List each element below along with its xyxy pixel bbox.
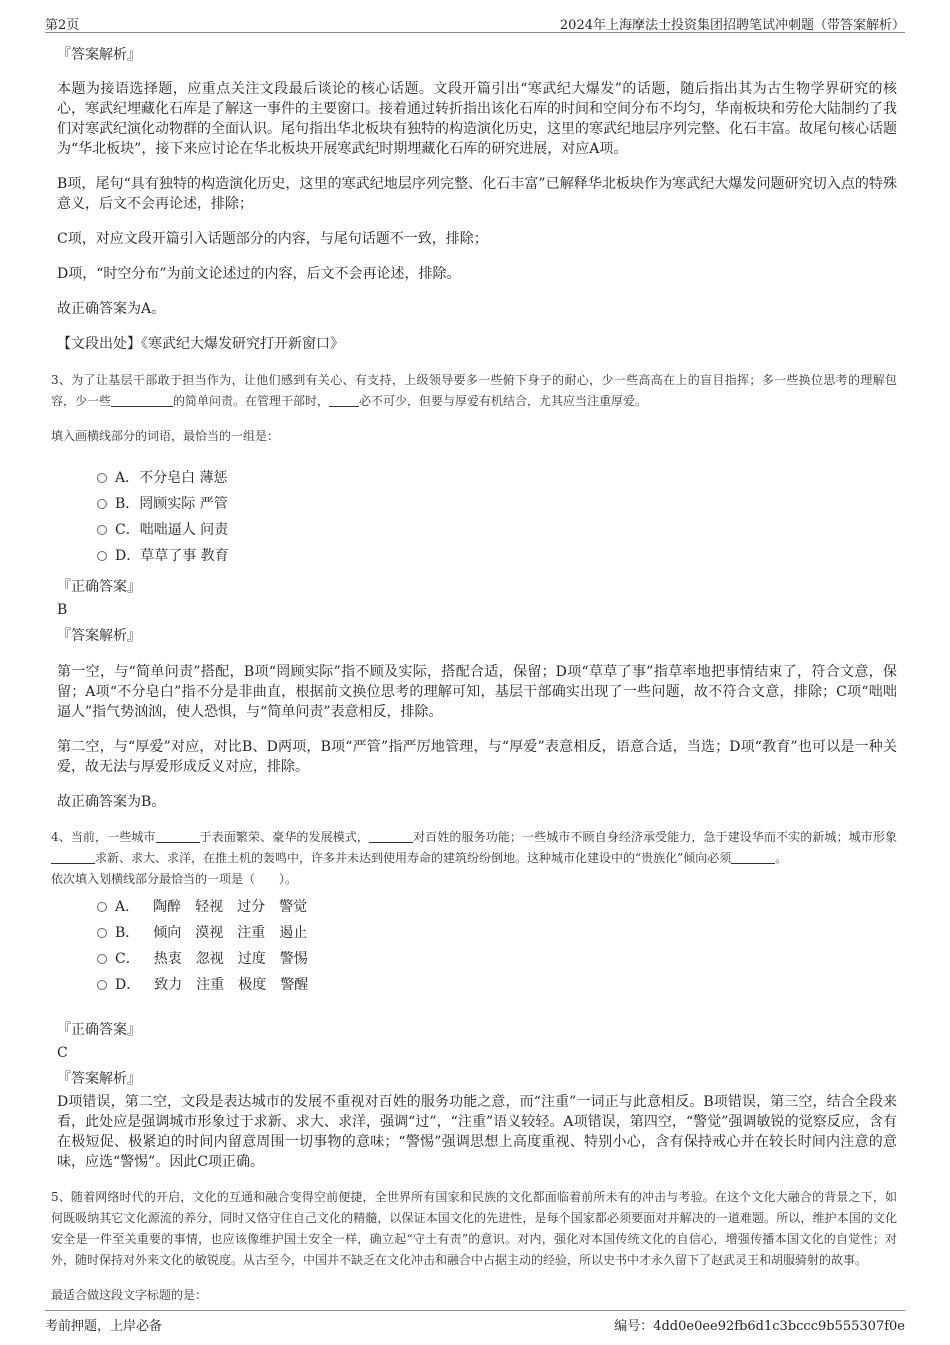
document-code: 编号：4dd0e0ee92fb6d1c3bccc9b555307f0e: [614, 1319, 905, 1334]
q3-option-b[interactable]: B．罔顾实际 严管: [97, 491, 897, 517]
radio-button[interactable]: [97, 499, 107, 509]
q2-analysis-p3: C项，对应文段开篇引入话题部分的内容，与尾句话题不一致，排除；: [57, 231, 488, 247]
radio-button[interactable]: [97, 473, 107, 483]
q4-answer: C: [57, 1045, 68, 1061]
q2-analysis-p5: 故正确答案为A。: [57, 301, 166, 317]
radio-button[interactable]: [97, 954, 107, 964]
q4-options: [97, 894, 897, 998]
blank: [51, 849, 95, 864]
q5-stem: 5、随着网络时代的开启，文化的互通和融合变得空前便捷，全世界所有国家和民族的文化都面临着前所未有的冲击与考验。在这个文化大融合的背景之下，如何既吸纳其它文化源流的养分，同时又恪守住自己文化的精髓，以保证本国文化的先进性，是每个国家都必须要面对并解决的一道难题。所以，维护本国的文化安全是一件至关重要的事情，也应该像维护国土安全一样，确立起“守土有责”的意识。对内，强化对本国传统文化的自信心，增强传播本国文化的自觉性；对外，随时保持对外来文化的敏锐度。从古至今，中国并不缺乏在文化冲击和融合中占据主动的经验，所以史书中才永久留下了赵武灵王和胡服骑射的故事。: [51, 1190, 897, 1267]
correct-answer-label: 『正确答案』: [57, 1022, 141, 1038]
q2-analysis-p4: D项，“时空分布”为前文论述过的内容，后文不会再论述，排除。: [57, 266, 461, 282]
blank: [369, 828, 413, 843]
radio-button[interactable]: [97, 980, 107, 990]
blank: [329, 392, 359, 407]
q2-source: 【文段出处】《寒武纪大爆发研究打开新窗口》: [57, 336, 344, 352]
blank: [156, 828, 200, 843]
q3-analysis-p3: 故正确答案为B。: [57, 794, 166, 810]
page-header: [45, 12, 905, 33]
q4-option-c[interactable]: C． 热衷 忽视 过度 警惕: [97, 946, 897, 972]
q4-stem: 4、当前，一些城市 于表面繁荣、豪华的发展模式， 对百姓的服务功能；一些城市不顾自身经济承受能力，急于建设华而不实的新城；城市形象求新、求大、求洋，在推土机的轰鸣中，许多并未达到使用寿命的建筑纷纷倒地。这种城市化建设中的“贵族化”倾向必须 。: [51, 830, 897, 865]
q3-answer: B: [57, 602, 68, 618]
q4-option-d[interactable]: D． 致力 注重 极度 警醒: [97, 972, 897, 998]
radio-button[interactable]: [97, 902, 107, 912]
q4-option-b[interactable]: B． 倾向 漠视 注重 遏止: [97, 920, 897, 946]
q4-prompt: 依次填入划横线部分最恰当的一项是（ ）。: [51, 872, 298, 886]
q5-prompt: 最适合做这段文字标题的是：: [51, 1288, 208, 1302]
blank: [731, 849, 775, 864]
analysis-label: 『答案解析』: [57, 628, 141, 644]
radio-button[interactable]: [97, 928, 107, 938]
q2-analysis-p1: 本题为接语选择题，应重点关注文段最后谈论的核心话题。文段开篇引出“寒武纪大爆发”的话题，随后指出其为古生物学界研究的核心，寒武纪埋藏化石库是了解这一事件的主要窗口。接着通过转折指出该化石库的时间和空间分布不均匀，华南板块和劳伦大陆制约了我们对寒武纪演化动物群的全面认识。尾句指出华北板块有独特的构造演化历史，这里的寒武纪地层序列完整、化石丰富。故尾句核心话题为“华北板块”，接下来应讨论在华北板块开展寒武纪时期埋藏化石库的研究进展，对应A项。: [57, 81, 897, 157]
q4-analysis: D项错误，第二空，文段是表达城市的发展不重视对百姓的服务功能之意，而“注重”一词正与此意相反。B项错误，第三空，结合全段来看，此处应是强调城市形象过于求新、求大、求洋，强调“过”，“注重”语义较轻。A项错误，第四空，“警觉”强调敏锐的觉察反应，含有在极短促、极紧迫的时间内留意周围一切事物的意味；“警惕”强调思想上高度重视、特别小心，含有保持戒心并在较长时间内注意的意味，应选“警惕”。因此C项正确。: [57, 1094, 897, 1170]
footer-slogan: 考前押题，上岸必备: [45, 1319, 163, 1334]
page-footer: [45, 1310, 905, 1333]
analysis-label: 『答案解析』: [57, 1071, 141, 1087]
correct-answer-label: 『正确答案』: [57, 579, 141, 595]
page-number: 第2页: [45, 18, 80, 33]
q3-analysis-p1: 第一空，与“简单问责”搭配，B项“罔顾实际”指不顾及实际，搭配合适，保留；D项“草草了事”指草率地把事情结束了，符合文意，保留；A项“不分皂白”指不分是非曲直，根据前文换位思考的理解可知，基层干部确实出现了一些问题，故不符合文意，排除；C项“咄咄逼人”指气势汹汹，使人恐惧，与“简单问责”表意相反，排除。: [57, 664, 897, 720]
analysis-label: 『答案解析』: [57, 47, 141, 63]
q2-analysis-p2: B项，尾句“具有独特的构造演化历史，这里的寒武纪地层序列完整、化石丰富”已解释华北板块作为寒武纪大爆发问题研究切入点的特殊意义，后文不会再论述，排除；: [57, 176, 897, 212]
q3-prompt: 填入画横线部分的词语，最恰当的一组是：: [51, 429, 280, 443]
q3-options: [97, 465, 897, 569]
q3-option-c[interactable]: C．咄咄逼人 问责: [97, 517, 897, 543]
document-title: 2024年上海摩法士投资集团招聘笔试冲刺题（带答案解析）: [559, 18, 905, 33]
q4-option-a[interactable]: A． 陶醉 轻视 过分 警觉: [97, 894, 897, 920]
blank: [111, 392, 173, 407]
q3-stem: 3、为了让基层干部敢于担当作为，让他们感到有关心、有支持，上级领导要多一些俯下身子的耐心，少一些高高在上的盲目指挥；多一些换位思考的理解包容，少一些 的简单问责。在管理干部时， 必不可少，但要与厚爱有机结合，尤其应当注重厚爱。: [51, 373, 897, 408]
q3-option-d[interactable]: D．草草了事 教育: [97, 543, 897, 569]
q3-option-a[interactable]: A．不分皂白 薄惩: [97, 465, 897, 491]
radio-button[interactable]: [97, 525, 107, 535]
q3-analysis-p2: 第二空，与“厚爱”对应，对比B、D两项，B项“严管”指严厉地管理，与“厚爱”表意相反，语意合适，当选；D项“教育”也可以是一种关爱，故无法与厚爱形成反义对应，排除。: [57, 739, 897, 775]
radio-button[interactable]: [97, 551, 107, 561]
document-body: [51, 45, 897, 1316]
